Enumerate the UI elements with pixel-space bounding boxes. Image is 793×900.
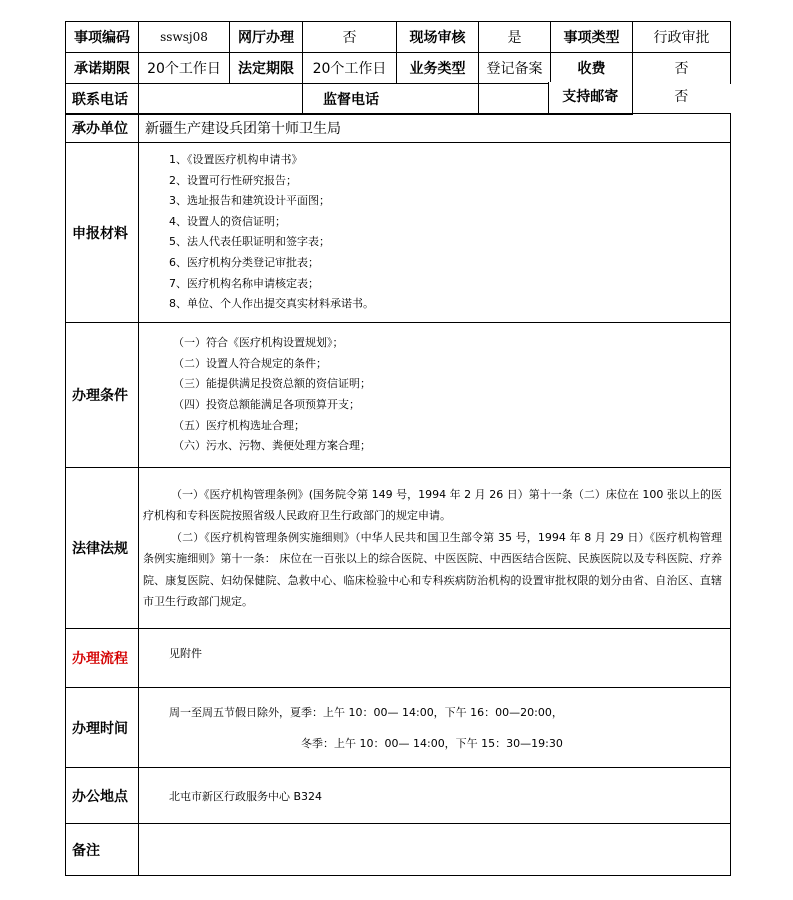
law-text xyxy=(139,468,731,629)
row-basic-2 xyxy=(66,53,731,84)
remark-label: 备注 xyxy=(66,824,139,876)
item-code-value: sswsj08 xyxy=(139,22,230,53)
legal-period-value: 20个工作日 xyxy=(303,53,397,84)
row-department xyxy=(66,114,731,143)
item-type-value: 行政审批 xyxy=(633,22,731,53)
mail-support-group xyxy=(548,82,730,114)
item-type-label: 事项类型 xyxy=(551,22,633,53)
condition-item: （三）能提供满足投资总额的资信证明； xyxy=(173,377,371,391)
conditions-list xyxy=(139,323,731,468)
condition-item: （一）符合《医疗机构设置规划》； xyxy=(173,336,344,350)
condition-item: （五）医疗机构选址合理； xyxy=(173,418,305,432)
material-item: 1、《设置医疗机构申请书》 xyxy=(169,153,303,166)
row-office xyxy=(66,768,731,824)
online-hall-value: 否 xyxy=(303,22,397,53)
onsite-review-label: 现场审核 xyxy=(397,22,479,53)
conditions-label: 办理条件 xyxy=(66,323,139,468)
service-info-table-body xyxy=(65,113,731,876)
material-item: 7、医疗机构名称申请核定表； xyxy=(169,276,319,290)
material-item: 3、选址报告和建筑设计平面图； xyxy=(169,194,330,208)
condition-item: （六）污水、污物、粪便处理方案合理； xyxy=(173,439,371,453)
material-item: 4、设置人的资信证明； xyxy=(169,214,286,228)
service-info-sheet xyxy=(65,21,730,876)
material-item: 8、单位、个人作出提交真实材料承诺书。 xyxy=(169,297,374,311)
law-label: 法律法规 xyxy=(66,468,139,629)
fee-value: 否 xyxy=(633,53,731,84)
row-hours xyxy=(66,688,731,768)
legal-period-label: 法定期限 xyxy=(230,53,303,84)
remark-value xyxy=(139,824,731,876)
promise-period-label: 承诺期限 xyxy=(66,53,139,84)
supervision-phone-label: 监督电话 xyxy=(303,84,479,115)
contact-phone-label: 联系电话 xyxy=(66,84,139,115)
row-basic-1 xyxy=(66,22,731,53)
department-value: 新疆生产建设兵团第十师卫生局 xyxy=(139,114,731,143)
row-conditions xyxy=(66,323,731,468)
mail-support-value: 否 xyxy=(633,82,730,113)
process-value: 见附件 xyxy=(139,629,731,688)
material-item: 2、设置可行性研究报告； xyxy=(169,173,297,187)
condition-item: （四）投资总额能满足各项预算开支； xyxy=(173,398,360,411)
row-remark xyxy=(66,824,731,876)
office-label: 办公地点 xyxy=(66,768,139,824)
office-value: 北屯市新区行政服务中心 B324 xyxy=(139,768,731,824)
hours-winter: 冬季：上午 10：00— 14:00，下午 15：30—19:30 xyxy=(301,736,563,750)
hours-summer: 周一至周五节假日除外，夏季：上午 10：00— 14:00，下午 16：00—20:00， xyxy=(169,705,563,719)
material-item: 5、法人代表任职证明和签字表； xyxy=(169,235,330,249)
row-process xyxy=(66,629,731,688)
law-paragraph: （一）《医疗机构管理条例》(国务院令第 149 号，1994 年 2 月 26 日）第十一条（二）床位在 100 张以上的医疗机构和专科医院按照省级人民政府卫生行政部门的规定申请。 xyxy=(143,487,722,522)
item-code-label: 事项编码 xyxy=(66,22,139,53)
row-materials xyxy=(66,143,731,323)
materials-label: 申报材料 xyxy=(66,143,139,323)
contact-phone-value xyxy=(139,84,303,115)
hours-label: 办理时间 xyxy=(66,688,139,768)
law-paragraph: （二）《医疗机构管理条例实施细则》（中华人民共和国卫生部令第 35 号，1994 年 8 月 29 日）《医疗机构管理条例实施细则》第十一条： 床位在一百张以上的综合医院、中医医院、中西医结合医院、民族医院以及专科医院、疗养院、康复医院、妇幼保健院、急救中心、临床检验中心和专科疾病防治机构的设置审批权限的划分由省、自治区、直辖市卫生行政部门规定。 xyxy=(143,530,722,608)
condition-item: （二）设置人符合规定的条件； xyxy=(173,356,327,370)
materials-list xyxy=(139,143,731,323)
online-hall-label: 网厅办理 xyxy=(230,22,303,53)
process-label: 办理流程 xyxy=(66,629,139,688)
fee-label: 收费 xyxy=(551,53,633,84)
business-type-label: 业务类型 xyxy=(397,53,479,84)
material-item: 6、医疗机构分类登记审批表； xyxy=(169,255,319,269)
hours-text xyxy=(139,688,731,768)
promise-period-value: 20个工作日 xyxy=(139,53,230,84)
row-law xyxy=(66,468,731,629)
department-label: 承办单位 xyxy=(66,114,139,143)
onsite-review-value: 是 xyxy=(479,22,551,53)
mail-support-label: 支持邮寄 xyxy=(548,82,633,113)
business-type-value: 登记备案 xyxy=(479,53,551,84)
